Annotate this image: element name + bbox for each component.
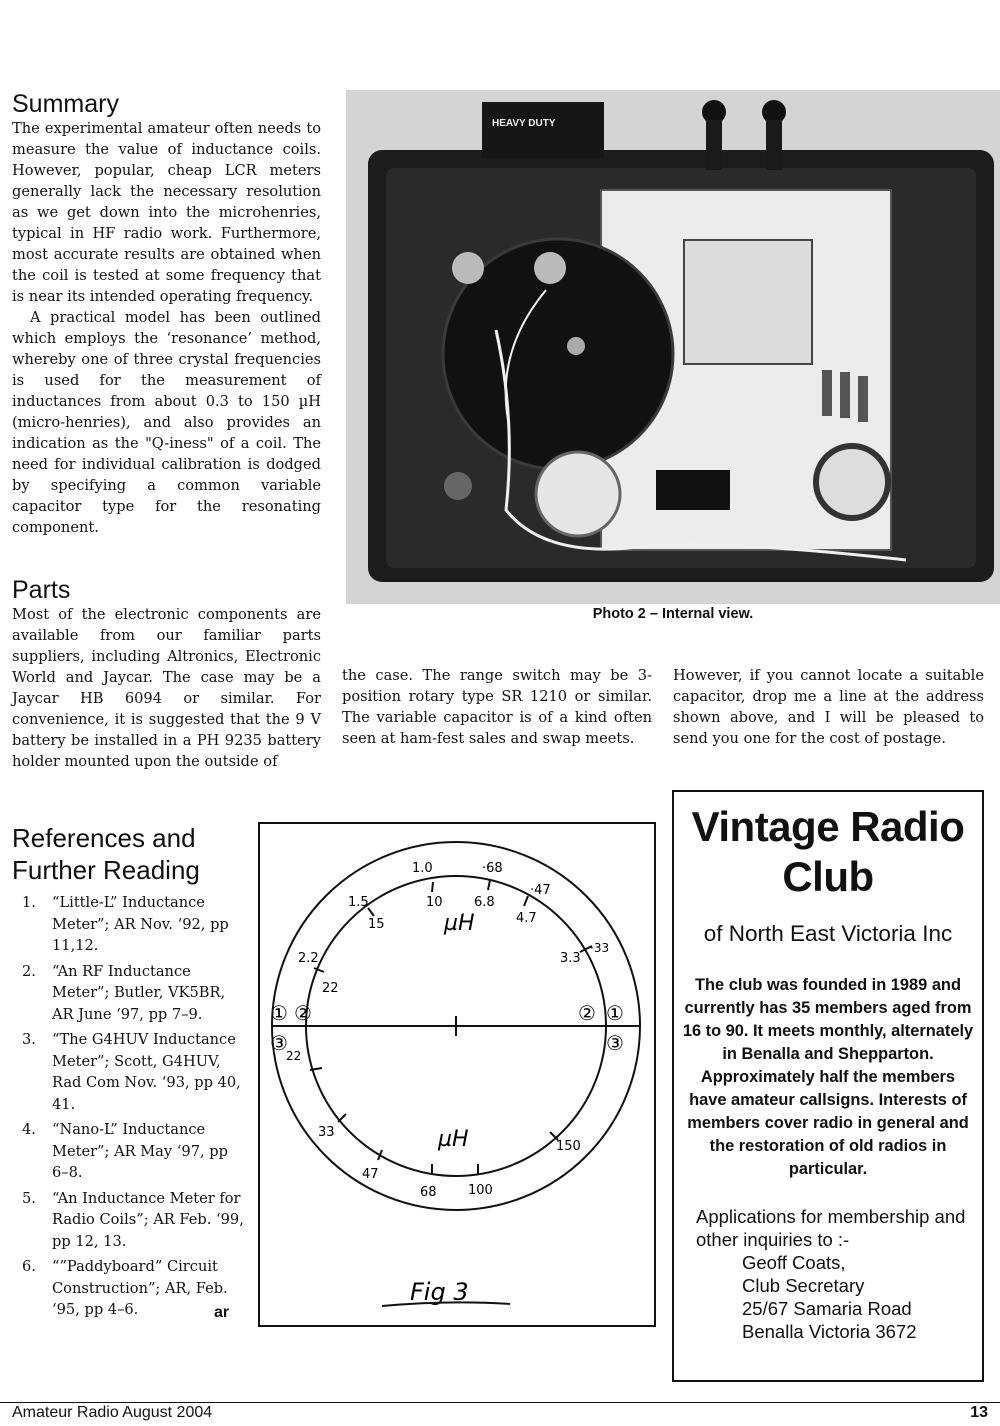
battery-label: HEAVY DUTY	[492, 118, 556, 129]
scale-label-4.7: 4.7	[516, 911, 537, 926]
reference-number: 1.	[22, 894, 36, 911]
summary-section	[12, 90, 321, 538]
vintage-radio-club-notice	[672, 790, 984, 1382]
range-1-left-marker: ①	[270, 1001, 288, 1025]
reference-number: 5.	[22, 1189, 36, 1207]
scale-label-0.47: ·47	[530, 883, 551, 898]
scale-label-2.2: 2.2	[298, 951, 319, 966]
reference-number: 2.	[22, 962, 36, 980]
scale-label-10: 10	[426, 895, 443, 910]
summary-paragraph-1: The experimental amateur often needs to measure the value of inductance coils. However, popular, cheap LCR meters generally lack the necessary resolution as we get down into the microhenries, typical in HF radio work. Furthermore, most accurate results are obtained when the coil is tested at some frequency that is near its intended operating frequency.	[12, 120, 321, 305]
reference-text: “Nano-L” Inductance Meter”; AR May ‘97, pp 6–8.	[52, 1121, 228, 1181]
club-title: Vintage Radio Club	[691, 803, 965, 900]
reference-item	[12, 1029, 244, 1115]
contact-street: 25/67 Samaria Road	[742, 1298, 912, 1319]
footer-page-number: 13	[970, 1404, 988, 1421]
scale-dial-diagram	[260, 824, 654, 1325]
parts-heading: Parts	[12, 576, 71, 604]
reference-text: “”Paddyboard” Circuit Construction”; AR, Feb. ‘95, pp 4–6.	[52, 1258, 228, 1318]
references-heading-line-2: Further Reading	[12, 855, 200, 885]
reference-item	[12, 961, 244, 1026]
club-description: The club was founded in 1989 and currently has 35 members aged from 16 to 90. It meets monthly, alternately in Benalla and Shepparton. Approximately half the members have amateur callsigns. Interests of members cover radio in general and the restoration of old radios in particular.	[682, 976, 974, 1178]
membership-inquiries: Applications for membership and other inquiries to :-	[696, 1206, 966, 1250]
scale-label-68: 68	[420, 1185, 437, 1200]
figure-3-box	[258, 822, 656, 1327]
internal-view-photo	[346, 90, 1000, 604]
range-3-left-marker: ③	[270, 1031, 288, 1055]
scale-label-150: 150	[556, 1139, 581, 1154]
scale-label-1.0: 1.0	[412, 861, 433, 876]
photo-caption: Photo 2 – Internal view.	[592, 606, 754, 622]
scale-label-1.5: 1.5	[348, 895, 369, 910]
reference-text: “Little-L” Inductance Meter”; AR Nov. ‘92, pp 11,12.	[52, 894, 229, 954]
reference-item	[12, 1256, 244, 1321]
reference-text: “An RF Inductance Meter”; Butler, VK5BR, AR June ‘97, pp 7–9.	[52, 962, 226, 1023]
footer-publication: Amateur Radio August 2004	[12, 1404, 213, 1421]
parts-column-2: the case. The range switch may be 3-position rotary type SR 1210 or similar. The variable capacitor is of a kind often seen at ham-fest sales and swap meets.	[342, 667, 652, 747]
range-3-right-marker: ③	[606, 1031, 624, 1055]
reference-number: 4.	[22, 1121, 36, 1138]
references-heading	[12, 822, 244, 886]
summary-heading: Summary	[12, 90, 119, 118]
scale-label-33: 33	[318, 1125, 335, 1140]
contact-role: Club Secretary	[742, 1275, 865, 1296]
summary-paragraph-2: A practical model has been outlined which employs the ‘resonance’ method, whereby one of three crystal frequencies is used for the measurement of inductances from about 0.3 to 150 µH (micro-henries), and also provides an indication as the "Q-iness" of a coil. The need for individual calibration is dodged by specifying a common variable capacitor type for the resonating component.	[12, 309, 321, 536]
internal-view-photo-graphic	[346, 90, 1000, 604]
reference-text: “The G4HUV Inductance Meter”; Scott, G4HUV, Rad Com Nov. ‘93, pp 40, 41.	[52, 1031, 241, 1113]
references-heading-line-1: References and	[12, 823, 196, 853]
reference-text: “An Inductance Meter for Radio Coils”; AR Feb. ‘99, pp 12, 13.	[52, 1189, 244, 1250]
reference-item	[12, 892, 244, 957]
club-subtitle: of North East Victoria Inc	[703, 921, 953, 946]
scale-label-15: 15	[368, 917, 385, 932]
article-end-mark: ar	[214, 1304, 230, 1321]
parts-column-3: However, if you cannot locate a suitable capacitor, drop me a line at the address shown above, and I will be pleased to send you one for the cost of postage.	[673, 667, 984, 747]
references-list	[12, 892, 244, 1321]
scale-label-3.3: 3.3	[560, 951, 581, 966]
range-2-right-marker: ②	[578, 1001, 596, 1025]
scale-label-0.68: ·68	[482, 861, 503, 876]
footer-rule	[0, 1402, 1000, 1403]
scale-label-22-upper: 22	[322, 981, 339, 996]
contact-town: Benalla Victoria 3672	[742, 1321, 917, 1342]
figure-caption: Fig 3	[410, 1278, 469, 1306]
scale-label-100: 100	[468, 1183, 493, 1198]
reference-number: 6.	[22, 1258, 36, 1275]
range-2-left-marker: ②	[294, 1001, 312, 1025]
reference-number: 3.	[22, 1031, 36, 1048]
unit-label-top: µH	[444, 911, 475, 936]
references-section	[12, 822, 244, 1325]
parts-section	[12, 576, 321, 772]
contact-name: Geoff Coats,	[742, 1252, 846, 1273]
unit-label-bottom: µH	[438, 1127, 469, 1152]
reference-item	[12, 1188, 244, 1253]
parts-column-1: Most of the electronic components are available from our familiar parts suppliers, including Altronics, Electronic World and Jaycar. The case may be a Jaycar HB 6094 or similar. For convenience, it is suggested that the 9 V battery be installed in a PH 9235 battery holder mounted upon the outside of	[12, 606, 321, 770]
scale-label-22-lower: 22	[286, 1049, 302, 1063]
reference-item	[12, 1119, 244, 1184]
scale-label-47: 47	[362, 1167, 379, 1182]
scale-label-0.33: ·33	[590, 941, 610, 955]
range-1-right-marker: ①	[606, 1001, 624, 1025]
scale-label-6.8: 6.8	[474, 895, 495, 910]
